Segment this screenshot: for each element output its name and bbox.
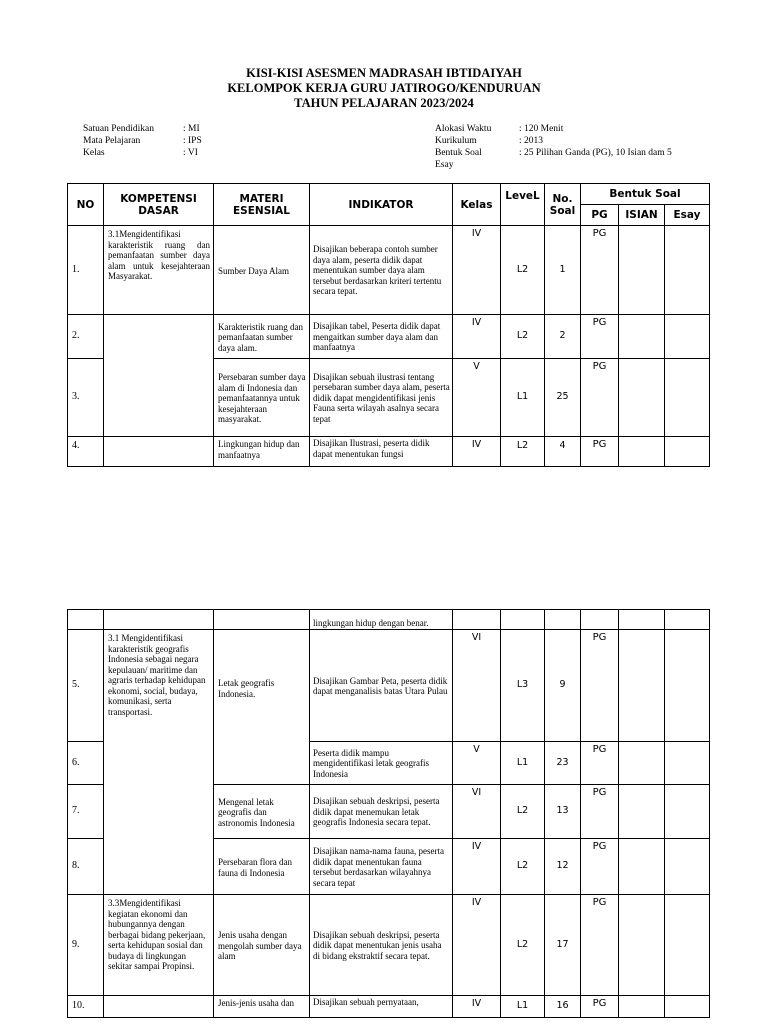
header-isian: ISIAN — [619, 205, 665, 226]
header-kompetensi-dasar: KOMPETENSI DASAR — [104, 184, 214, 226]
row-kelas: IV — [453, 996, 501, 1018]
row-kompetensi-dasar-empty — [104, 610, 214, 630]
row-no: 10. — [68, 996, 104, 1018]
row-esay — [665, 996, 710, 1018]
row-level: L2 — [501, 437, 545, 467]
row-pg: PG — [581, 315, 619, 359]
row-esay — [665, 315, 710, 359]
row-level: L2 — [501, 315, 545, 359]
row-isian — [619, 785, 665, 839]
header-no-soal: No. Soal — [545, 184, 581, 226]
row-pg: PG — [581, 630, 619, 742]
doc-title-line-2: KELOMPOK KERJA GURU JATIROGO/KENDURUAN — [227, 81, 541, 95]
row-isian — [619, 996, 665, 1018]
row-no-soal: 13 — [545, 785, 581, 839]
row-pg: PG — [581, 785, 619, 839]
header-no: NO — [68, 184, 104, 226]
row-indikator: Disajikan sebuah deskripsi, peserta didik dapat menentukan jenis usaha di bidang ekstraktif secara tepat. — [310, 895, 453, 996]
row-indikator: Disajikan Gambar Peta, peserta didik dapat menganalisis batas Utara Pulau — [310, 630, 453, 742]
row-materi: Mengenal letak geografis dan astronomis Indonesia — [214, 785, 310, 839]
row-materi — [214, 610, 310, 630]
info-label-kelas: Kelas — [83, 148, 105, 158]
row-indikator: Disajikan beberapa contoh sumber daya alam, peserta didik dapat menentukan sumber daya alam tersebut berdasarkan kriteri tertentu secara tepat. — [310, 226, 453, 315]
row-esay — [665, 785, 710, 839]
info-value-alokasi: : 120 Menit — [519, 124, 564, 134]
row-no: 8. — [68, 839, 104, 895]
table-row-continuation — [68, 610, 710, 630]
kisi-table-page-2 — [67, 609, 710, 1018]
doc-title-line-1: KISI-KISI ASESMEN MADRASAH IBTIDAIYAH — [246, 66, 522, 80]
row-indikator: Disajikan tabel, Peserta didik dapat mengaitkan sumber daya alam dan manfaatnya — [310, 315, 453, 359]
row-isian — [619, 895, 665, 996]
row-esay — [665, 359, 710, 437]
row-kelas: IV — [453, 226, 501, 315]
row-indikator-continuation: lingkungan hidup dengan benar. — [310, 610, 453, 630]
row-level: L2 — [501, 785, 545, 839]
row-no: 2. — [68, 315, 104, 359]
header-esay: Esay — [665, 205, 710, 226]
row-pg: PG — [581, 226, 619, 315]
row-kelas: VI — [453, 630, 501, 742]
row-materi: Jenis usaha dengan mengolah sumber daya alam — [214, 895, 310, 996]
row-no-soal: 4 — [545, 437, 581, 467]
row-kompetensi-dasar: 3.3Mengidentifikasi kegiatan ekonomi dan hubungannya dengan berbagai bidang pekerjaan, serta kehidupan sosial dan budaya di lingkungan sekitar sampai Propinsi. — [104, 895, 214, 996]
row-isian — [619, 839, 665, 895]
row-no-soal: 9 — [545, 630, 581, 742]
row-isian — [619, 742, 665, 785]
row-no-soal: 12 — [545, 839, 581, 895]
row-no-soal: 23 — [545, 742, 581, 785]
row-level: L2 — [501, 839, 545, 895]
row-no-soal: 1 — [545, 226, 581, 315]
row-esay — [665, 895, 710, 996]
row-no-soal — [545, 610, 581, 630]
row-no-soal: 17 — [545, 895, 581, 996]
row-no: 9. — [68, 895, 104, 996]
row-pg — [581, 610, 619, 630]
row-materi: Persebaran sumber daya alam di Indonesia dan pemanfaatannya untuk kesejahteraan masyarakat. — [214, 359, 310, 437]
row-materi: Letak geografis Indonesia. — [214, 630, 310, 785]
row-isian — [619, 359, 665, 437]
row-kompetensi-dasar: 3.1Mengidentifikasi karakteristik ruang dan pemanfaatan sumber daya alam untuk kesejahteraan Masyarakat. — [104, 226, 214, 315]
row-kompetensi-dasar: 3.1 Mengidentifikasi karakteristik geografis Indonesia sebagai negara kepulauan/ maritime dan agraris terhadap kehidupan ekonomi, social, budaya, komunikasi, serta transportasi. — [104, 630, 214, 895]
row-kelas: VI — [453, 785, 501, 839]
row-no: 6. — [68, 742, 104, 785]
row-kelas: IV — [453, 839, 501, 895]
row-kelas: IV — [453, 315, 501, 359]
table-row — [68, 226, 710, 315]
info-left — [83, 124, 383, 164]
row-pg: PG — [581, 996, 619, 1018]
row-no-soal: 25 — [545, 359, 581, 437]
table-row — [68, 996, 710, 1018]
row-materi: Karakteristik ruang dan pemanfaatan sumber daya alam. — [214, 315, 310, 359]
table-row — [68, 315, 710, 359]
row-indikator: Disajikan Ilustrasi, peserta didik dapat menentukan fungsi — [310, 437, 453, 467]
row-materi: Lingkungan hidup dan manfaatnya — [214, 437, 310, 467]
row-pg: PG — [581, 839, 619, 895]
row-materi: Jenis-jenis usaha dan — [214, 996, 310, 1018]
row-level: L2 — [501, 895, 545, 996]
row-no: 7. — [68, 785, 104, 839]
row-pg: PG — [581, 437, 619, 467]
row-kompetensi-dasar-empty — [104, 315, 214, 437]
info-label-mapel: Mata Pelajaran — [83, 136, 141, 146]
row-kelas: IV — [453, 437, 501, 467]
row-kelas: IV — [453, 895, 501, 996]
row-level: L2 — [501, 226, 545, 315]
row-isian — [619, 610, 665, 630]
info-value-mapel: : IPS — [183, 136, 202, 146]
row-kelas — [453, 610, 501, 630]
row-kompetensi-dasar-empty — [104, 996, 214, 1018]
info-value-kurikulum: : 2013 — [519, 136, 544, 146]
header-level: LeveL — [501, 184, 545, 226]
header-materi-esensial: MATERI ESENSIAL — [214, 184, 310, 226]
info-value-kelas: : VI — [183, 148, 198, 158]
row-esay — [665, 742, 710, 785]
row-kelas: V — [453, 742, 501, 785]
info-label-kurikulum: Kurikulum — [435, 136, 477, 146]
row-isian — [619, 315, 665, 359]
header-bentuk-soal: Bentuk Soal — [581, 184, 710, 205]
row-pg: PG — [581, 742, 619, 785]
row-materi: Sumber Daya Alam — [214, 226, 310, 315]
info-right — [435, 124, 725, 174]
row-kompetensi-dasar-empty — [104, 437, 214, 467]
header-kelas: Kelas — [453, 184, 501, 226]
row-indikator: Disajikan sebuah ilustrasi tentang persebaran sumber daya alam, peserta didik dapat mengidentifikasi jenis Fauna serta wilayah asalnya secara tepat — [310, 359, 453, 437]
row-isian — [619, 630, 665, 742]
row-materi: Persebaran flora dan fauna di Indonesia — [214, 839, 310, 895]
info-label-alokasi: Alokasi Waktu — [435, 124, 492, 134]
header-indikator: INDIKATOR — [310, 184, 453, 226]
row-esay — [665, 437, 710, 467]
info-label-satuan: Satuan Pendidikan — [83, 124, 154, 134]
header-pg: PG — [581, 205, 619, 226]
doc-title-line-3: TAHUN PELAJARAN 2023/2024 — [294, 96, 474, 110]
row-indikator: Peserta didik mampu mengidentifikasi letak geografis Indonesia — [310, 742, 453, 785]
row-no-soal: 2 — [545, 315, 581, 359]
table-row — [68, 437, 710, 467]
row-isian — [619, 226, 665, 315]
row-level: L3 — [501, 630, 545, 742]
row-esay — [665, 630, 710, 742]
row-indikator: Disajikan nama-nama fauna, peserta didik dapat menentukan fauna tersebut berdasarkan wilayahnya secara tepat — [310, 839, 453, 895]
row-pg: PG — [581, 895, 619, 996]
table-row — [68, 630, 710, 742]
row-indikator: Disajikan sebuah deskripsi, peserta didik dapat menemukan letak geografis Indonesia secara tepat. — [310, 785, 453, 839]
info-value-bentuk: : 25 Pilihan Ganda (PG), 10 Isian dam 5 — [519, 148, 672, 158]
info-value-satuan: : MI — [183, 124, 200, 134]
info-label-bentuk: Bentuk Soal — [435, 148, 482, 158]
row-isian — [619, 437, 665, 467]
info-value-bentuk-wrap: Esay — [435, 160, 454, 170]
row-esay — [665, 226, 710, 315]
row-no: 4. — [68, 437, 104, 467]
row-level: L1 — [501, 742, 545, 785]
row-esay — [665, 839, 710, 895]
row-kelas: V — [453, 359, 501, 437]
row-no: 3. — [68, 359, 104, 437]
row-no — [68, 610, 104, 630]
row-no: 5. — [68, 630, 104, 742]
row-level: L1 — [501, 996, 545, 1018]
table-row — [68, 895, 710, 996]
row-indikator: Disajikan sebuah pernyataan, — [310, 996, 453, 1018]
row-level: L1 — [501, 359, 545, 437]
row-no-soal: 16 — [545, 996, 581, 1018]
row-pg: PG — [581, 359, 619, 437]
row-esay — [665, 610, 710, 630]
kisi-table-page-1 — [67, 183, 710, 467]
row-level — [501, 610, 545, 630]
row-no: 1. — [68, 226, 104, 315]
